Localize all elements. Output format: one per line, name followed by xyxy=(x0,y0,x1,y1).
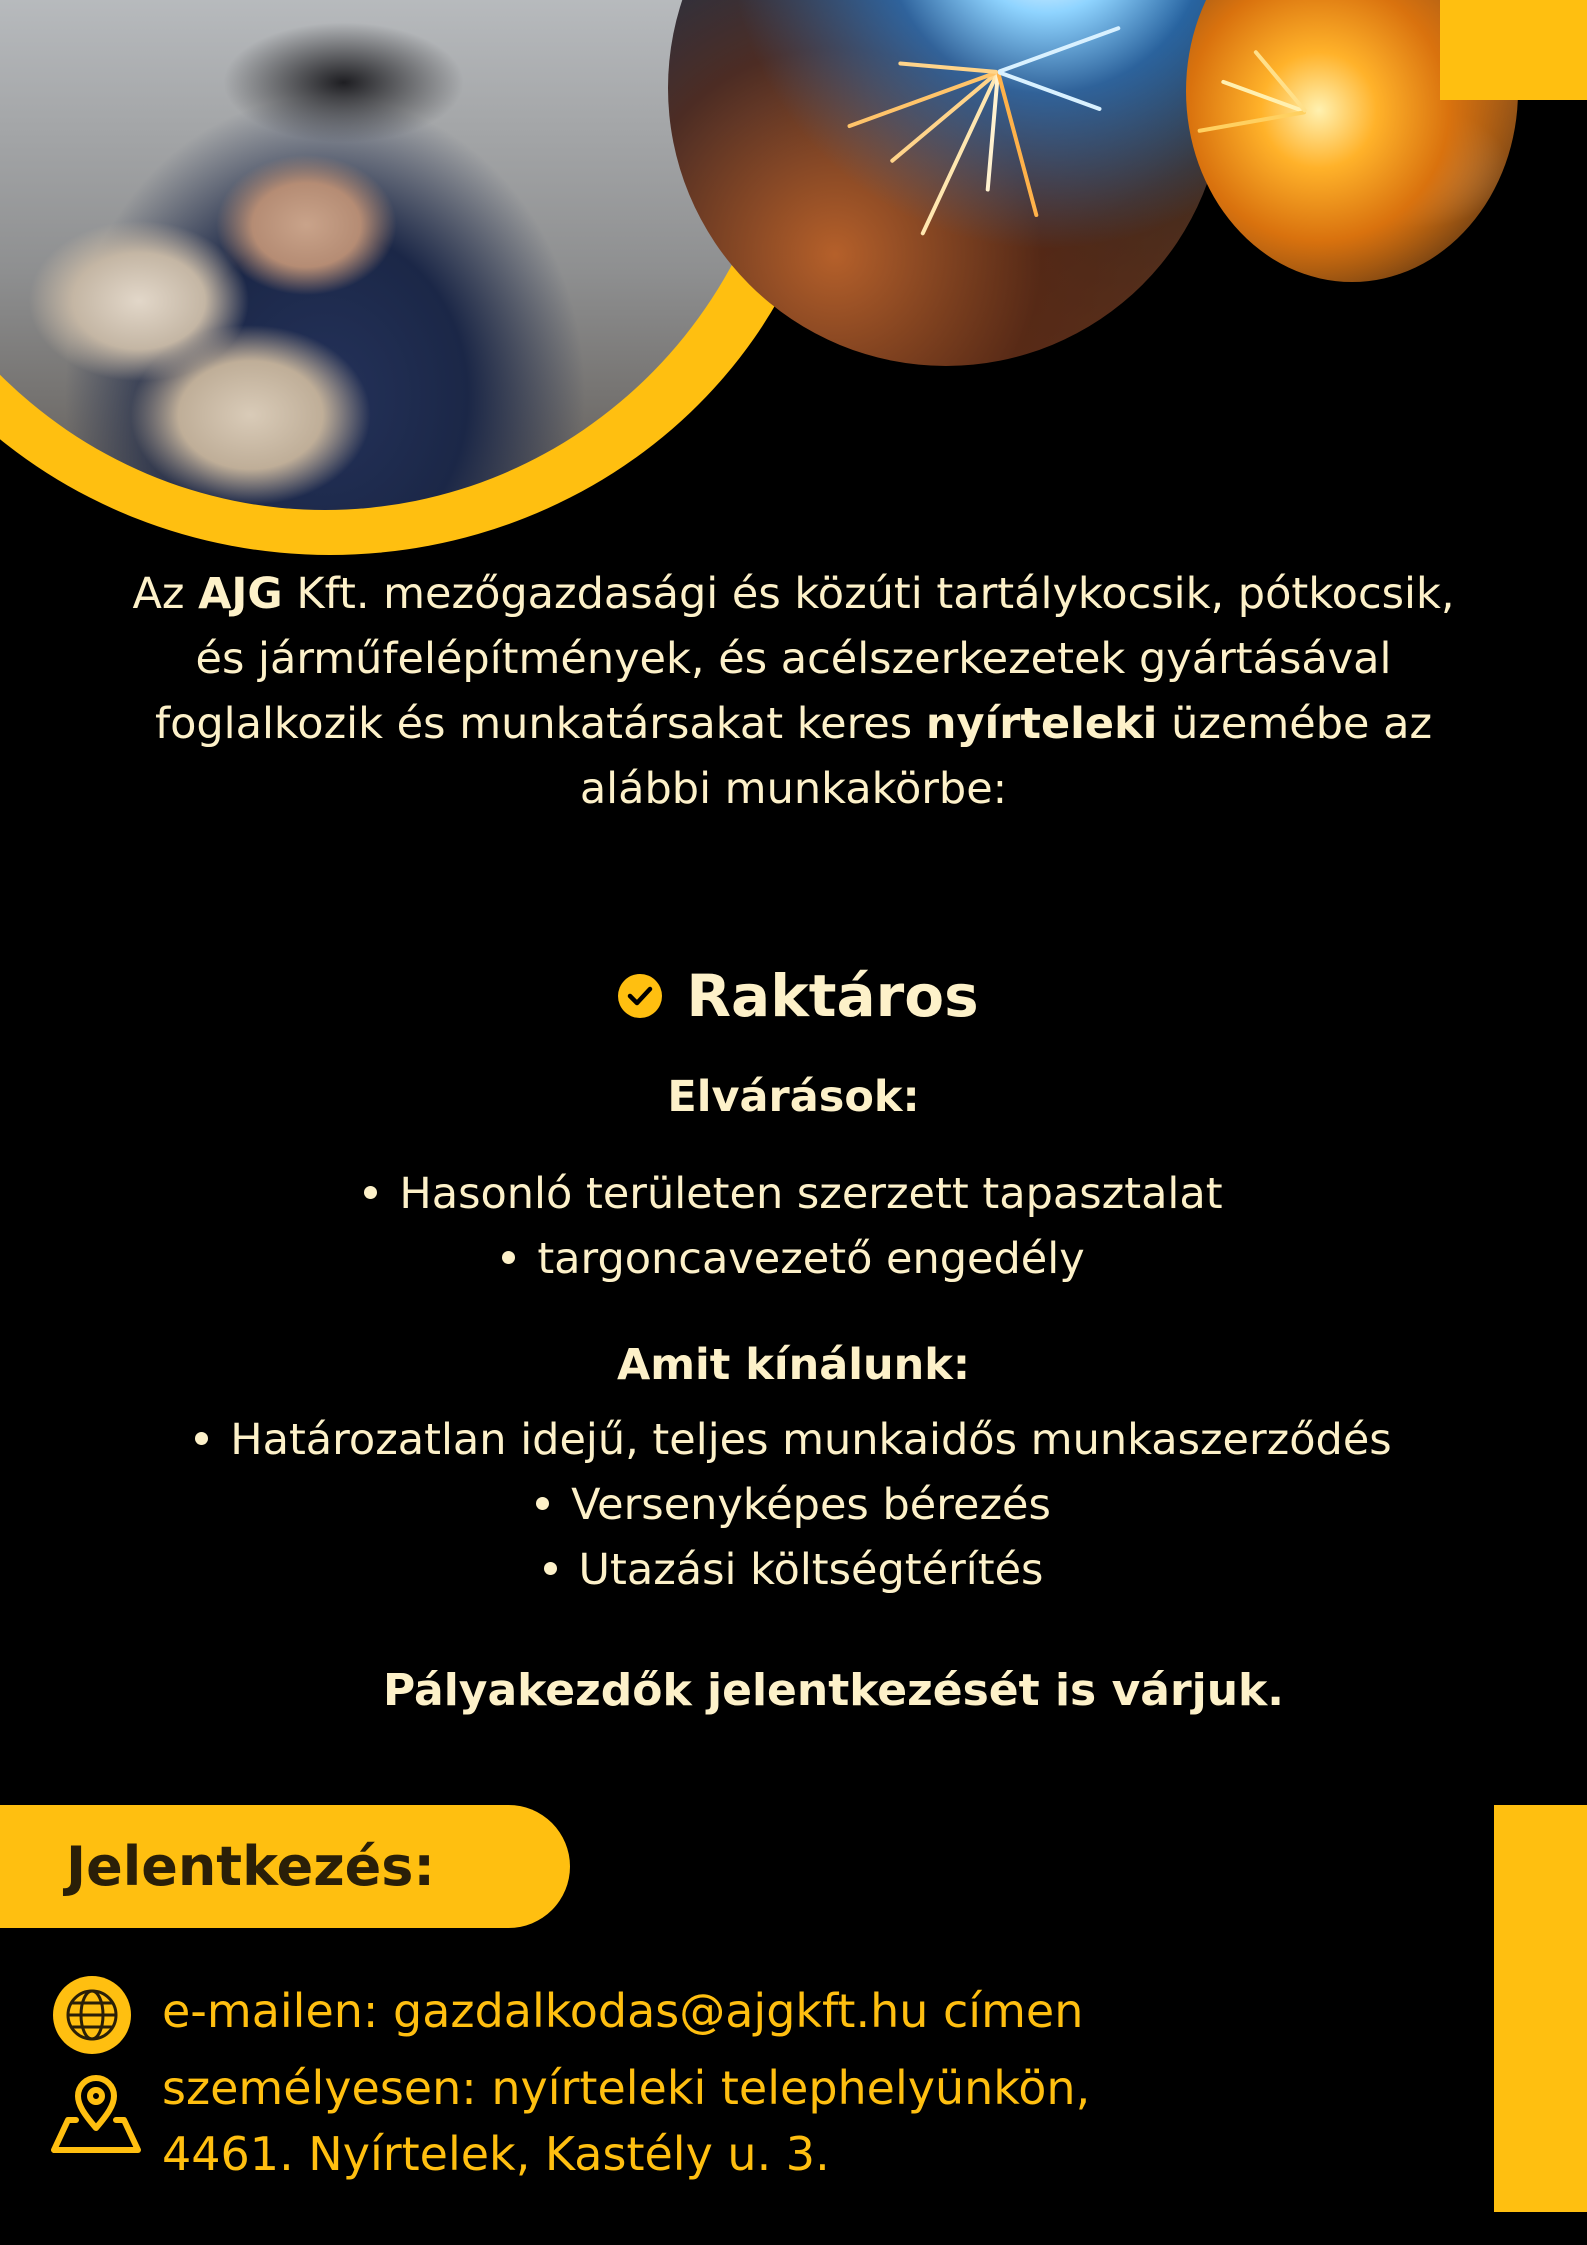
list-item: Határozatlan idejű, teljes munkaidős munkaszerződés xyxy=(0,1408,1587,1473)
address-line-1: személyesen: nyírteleki telephelyünkön, xyxy=(162,2061,1091,2115)
requirements-heading: Elvárások: xyxy=(667,1072,920,1122)
intro-paragraph xyxy=(120,562,1467,822)
offers-heading: Amit kínálunk: xyxy=(616,1340,971,1390)
company-name: AJG xyxy=(198,569,283,619)
intro-text-2: Kft. mezőgazdasági és közúti tartálykocsik, pótkocsik, és járműfelépítmények, és acélszerkezetek gyártásával foglalkozik és munkatársakat keres xyxy=(154,569,1455,749)
intro-text-1: Az xyxy=(132,569,199,619)
list-item: Versenyképes bérezés xyxy=(0,1473,1587,1538)
requirements-list xyxy=(0,1162,1587,1292)
offers-list xyxy=(0,1408,1587,1603)
globe-icon xyxy=(52,1975,132,2055)
apply-banner xyxy=(0,1805,570,1928)
list-item: Hasonló területen szerzett tapasztalat xyxy=(0,1162,1587,1227)
decorative-corner-bar xyxy=(1440,0,1587,100)
map-pin-icon xyxy=(48,2072,144,2156)
decorative-right-bar xyxy=(1494,1805,1587,2212)
intro-text-3: üzemébe az alábbi munkakörbe: xyxy=(579,699,1433,814)
contact-email: e-mailen: gazdalkodas@ajgkft.hu címen xyxy=(162,1984,1084,2038)
list-item: Utazási költségtérítés xyxy=(0,1538,1587,1603)
apply-heading: Jelentkezés: xyxy=(66,1835,435,1898)
position-title: Raktáros xyxy=(686,962,979,1030)
location-name: nyírteleki xyxy=(925,699,1158,749)
closing-note: Pályakezdők jelentkezését is várjuk. xyxy=(382,1665,1285,1716)
check-circle-icon xyxy=(618,974,662,1018)
list-item: targoncavezető engedély xyxy=(0,1227,1587,1292)
address-line-2: 4461. Nyírtelek, Kastély u. 3. xyxy=(162,2127,830,2181)
contact-address xyxy=(162,2055,1090,2187)
position-row xyxy=(0,956,1587,1036)
